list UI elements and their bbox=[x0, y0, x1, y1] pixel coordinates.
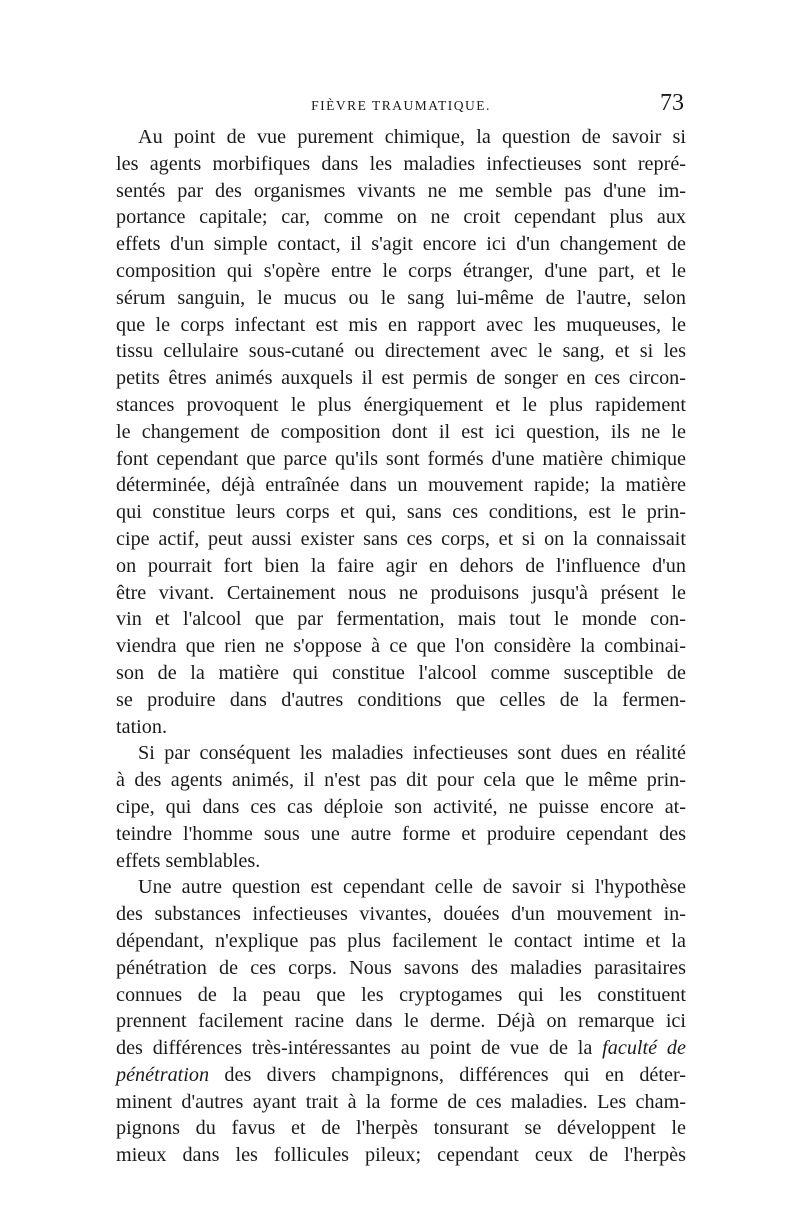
text-run: des différences très-intéressantes au point de vue de la bbox=[116, 1037, 603, 1060]
text-line: sérum sanguin, le mucus ou le sang lui-même de l'autre, selon bbox=[116, 286, 686, 309]
text-line: cipe actif, peut aussi exister sans ces corps, et si on la connaissait bbox=[116, 527, 686, 550]
text-line: pignons du favus et de l'herpès tonsurant se développent le bbox=[116, 1117, 686, 1140]
text-line: on pourrait fort bien la faire agir en dehors de l'influence d'un bbox=[116, 554, 686, 577]
text-line: sentés par des organismes vivants ne me semble pas d'une im- bbox=[116, 179, 686, 202]
text-line bbox=[116, 1062, 686, 1089]
text-line: déterminée, déjà entraînée dans un mouvement rapide; la matière bbox=[116, 474, 686, 497]
text-line: que le corps infectant est mis en rapport avec les muqueuses, le bbox=[116, 313, 686, 336]
text-line: dépendant, n'explique pas plus facilement le contact intime et la bbox=[116, 929, 686, 952]
text-line: son de la matière qui constitue l'alcool comme susceptible de bbox=[116, 661, 686, 684]
text-line: viendra que rien ne s'oppose à ce que l'on considère la combinai- bbox=[116, 635, 686, 658]
italic-term: faculté de bbox=[602, 1037, 686, 1060]
text-line: stances provoquent le plus énergiquement et le plus rapidement bbox=[116, 393, 686, 416]
page-header bbox=[116, 90, 686, 120]
text-line: mieux dans les follicules pileux; cependant ceux de l'herpès bbox=[116, 1144, 686, 1167]
text-line: prennent facilement racine dans le derme. Déjà on remarque ici bbox=[116, 1010, 686, 1033]
text-line: Si par conséquent les maladies infectieuses sont dues en réalité bbox=[138, 742, 686, 765]
text-line: portance capitale; car, comme on ne croit cependant plus aux bbox=[116, 206, 686, 229]
text-line: cipe, qui dans ces cas déploie son activité, ne puisse encore at- bbox=[116, 795, 686, 818]
text-line: à des agents animés, il n'est pas dit pour cela que le même prin- bbox=[116, 769, 686, 792]
text-line: Une autre question est cependant celle de savoir si l'hypothèse bbox=[138, 876, 686, 899]
text-line: les agents morbifiques dans les maladies infectieuses sont repré- bbox=[116, 152, 686, 175]
text-line: composition qui s'opère entre le corps étranger, d'une part, et le bbox=[116, 259, 686, 282]
text-line: tation. bbox=[116, 715, 168, 738]
italic-term: pénétration bbox=[116, 1063, 210, 1086]
text-line: qui constitue leurs corps et qui, sans ces conditions, est le prin- bbox=[116, 501, 686, 524]
text-line bbox=[116, 1035, 686, 1062]
running-title: FIÈVRE TRAUMATIQUE. bbox=[311, 98, 491, 113]
text-line: le changement de composition dont il est ici question, ils ne le bbox=[116, 420, 686, 443]
text-line: effets semblables. bbox=[116, 849, 261, 872]
text-line: vin et l'alcool que par fermentation, mais tout le monde con- bbox=[116, 608, 686, 631]
text-line: des substances infectieuses vivantes, douées d'un mouvement in- bbox=[116, 903, 686, 926]
text-line: font cependant que parce qu'ils sont formés d'une matière chimique bbox=[116, 447, 686, 470]
text-line: tissu cellulaire sous-cutané ou directement avec le sang, et si les bbox=[116, 340, 686, 363]
text-run: des divers champignons, différences qui en déter- bbox=[209, 1063, 686, 1086]
body-text bbox=[116, 124, 686, 1169]
text-line: être vivant. Certainement nous ne produisons jusqu'à présent le bbox=[116, 581, 686, 604]
text-line: Au point de vue purement chimique, la question de savoir si bbox=[138, 126, 686, 148]
text-line: pénétration de ces corps. Nous savons des maladies parasitaires bbox=[116, 956, 686, 979]
text-line: connues de la peau que les cryptogames qui les constituent bbox=[116, 983, 686, 1006]
text-line: petits êtres animés auxquels il est permis de songer en ces circon- bbox=[116, 367, 686, 390]
text-line: effets d'un simple contact, il s'agit encore ici d'un changement de bbox=[116, 233, 686, 256]
text-line: se produire dans d'autres conditions que celles de la fermen- bbox=[116, 688, 686, 711]
text-line: minent d'autres ayant trait à la forme de ces maladies. Les cham- bbox=[116, 1090, 686, 1113]
page-number: 73 bbox=[660, 90, 684, 116]
text-line: teindre l'homme sous une autre forme et produire cependant des bbox=[116, 822, 686, 845]
